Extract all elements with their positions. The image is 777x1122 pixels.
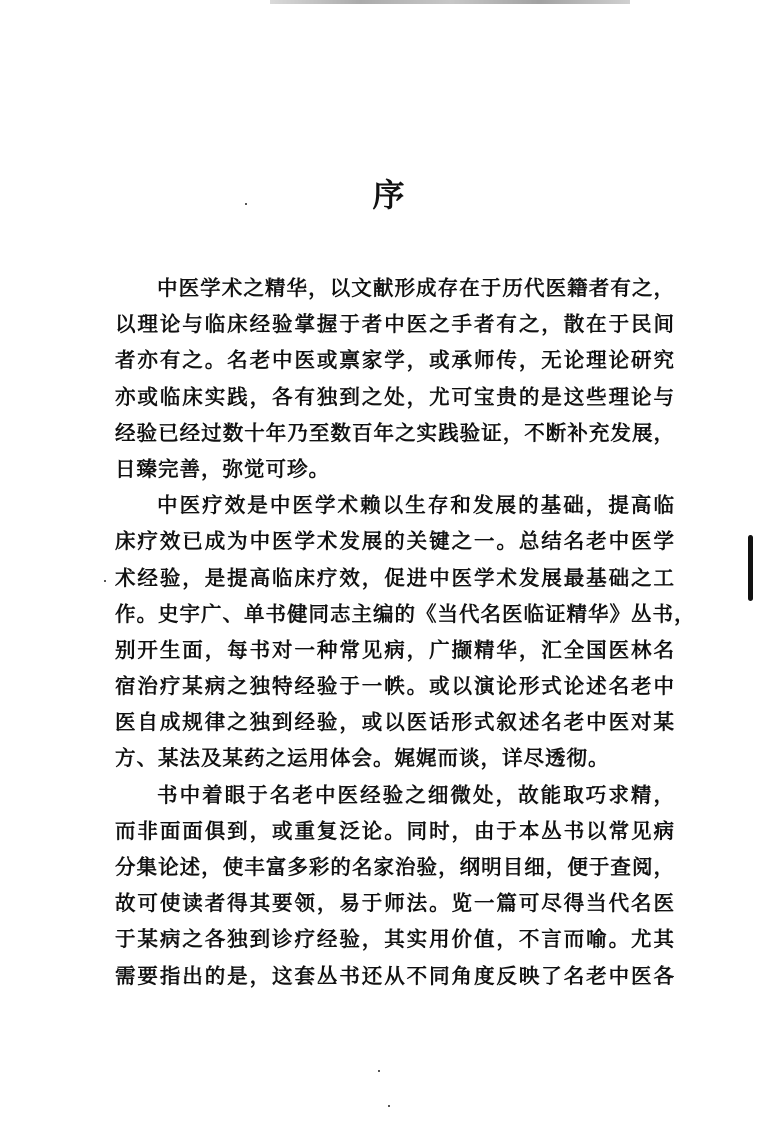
scan-artifact-edge-mark bbox=[748, 535, 753, 601]
text-line: 而非面面俱到，或重复泛论。同时，由于本丛书以常见病 bbox=[115, 818, 675, 843]
scan-speck bbox=[378, 1070, 380, 1072]
text-line: 床疗效已成为中医学术发展的关键之一。总结名老中医学 bbox=[115, 529, 675, 554]
text-line: 作。史宇广、单书健同志主编的《当代名医临证精华》丛书， bbox=[115, 601, 696, 626]
scan-speck bbox=[104, 580, 106, 582]
scan-speck bbox=[388, 1105, 390, 1107]
text-line: 中医学术之精华，以文献形成存在于历代医籍者有之， bbox=[157, 276, 675, 300]
text-line: 别开生面，每书对一种常见病，广撷精华，汇全国医林名 bbox=[115, 637, 675, 662]
text-line: 于某病之各独到诊疗经验，其实用价值，不言而喻。尤其 bbox=[115, 927, 675, 952]
text-line: 以理论与临床经验掌握于者中医之手者有之，散在于民间 bbox=[115, 312, 675, 337]
text-line: 亦或临床实践，各有独到之处，尤可宝贵的是这些理论与 bbox=[115, 384, 675, 409]
preface-body bbox=[115, 270, 696, 994]
text-line: 书中着眼于名老中医经验之细微处，故能取巧求精， bbox=[157, 782, 675, 807]
text-line: 宿治疗某病之独特经验于一帙。或以演论形式论述名老中 bbox=[115, 674, 675, 699]
text-line: 分集论述，使丰富多彩的名家治验，纲明目细，便于查阅， bbox=[115, 855, 675, 879]
text-line: 故可使读者得其要领，易于师法。览一篇可尽得当代名医 bbox=[115, 891, 675, 916]
scan-artifact-header bbox=[270, 0, 630, 4]
text-line: 经验已经过数十年乃至数百年之实践验证，不断补充发展， bbox=[115, 420, 675, 445]
paragraph-1 bbox=[115, 270, 675, 487]
paragraph-2 bbox=[115, 487, 696, 777]
text-line: 日臻完善，弥觉可珍。 bbox=[115, 456, 330, 481]
text-line: 术经验，是提高临床疗效，促进中医学术发展最基础之工 bbox=[115, 565, 675, 590]
text-line: 需要指出的是，这套丛书还从不同角度反映了名老中医各 bbox=[115, 963, 675, 988]
text-line: 方、某法及某药之运用体会。娓娓而谈，详尽透彻。 bbox=[115, 746, 610, 771]
page-title: 序 bbox=[372, 176, 405, 214]
text-line: 者亦有之。名老中医或禀家学，或承师传，无论理论研究 bbox=[115, 348, 675, 373]
text-line: 中医疗效是中医学术赖以生存和发展的基础，提高临 bbox=[157, 493, 675, 518]
text-line: 医自成规律之独到经验，或以医话形式叙述名老中医对某 bbox=[115, 710, 675, 735]
paragraph-3 bbox=[115, 777, 675, 994]
